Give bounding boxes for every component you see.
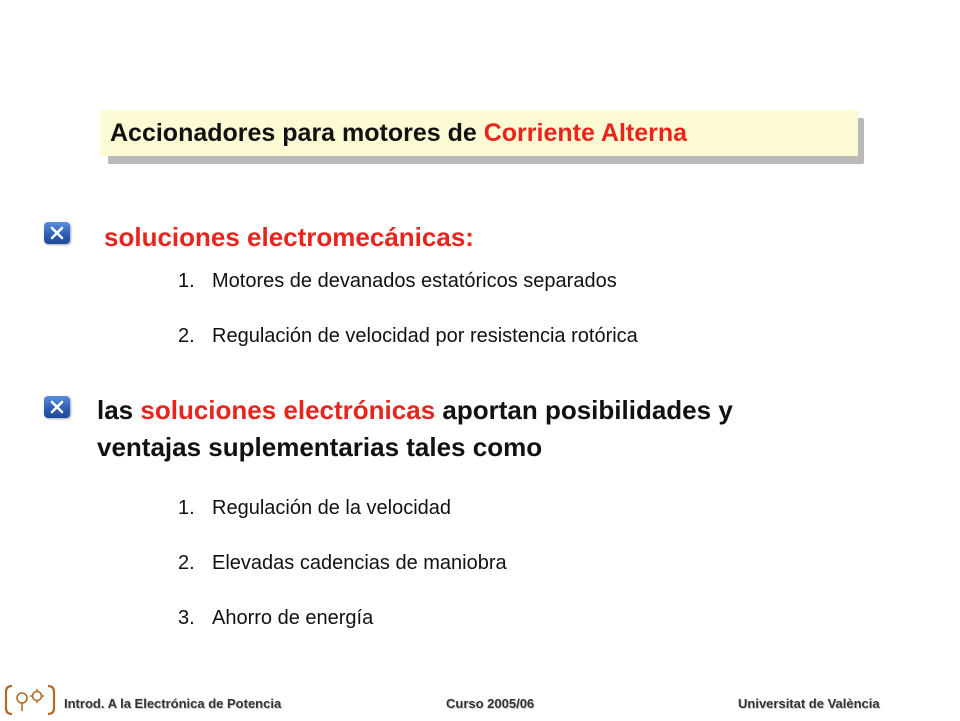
- list-number: 2.: [178, 325, 195, 347]
- section2-heading-line2: ventajas suplementarias tales como: [97, 432, 543, 462]
- list-text: Regulación de velocidad por resistencia rotórica: [212, 325, 638, 347]
- heading-accent: soluciones electrónicas: [140, 395, 436, 425]
- list-text: Motores de devanados estatóricos separados: [212, 270, 617, 292]
- title-prefix: Accionadores para motores de: [110, 118, 484, 147]
- x-bullet-icon: [44, 396, 70, 418]
- slide-title: [110, 119, 687, 148]
- list-number: 2.: [178, 552, 195, 574]
- footer-year: Curso 2005/06: [446, 696, 535, 711]
- list-number: 1.: [178, 497, 195, 519]
- slide-title-box: [100, 110, 858, 156]
- list-item: [178, 270, 617, 293]
- footer-course-name: Introd. A la Electrónica de Potencia: [64, 696, 282, 711]
- list-text: Elevadas cadencias de maniobra: [212, 552, 507, 574]
- section1-heading: soluciones electromecánicas:: [104, 222, 474, 252]
- heading-pre: las: [97, 395, 141, 425]
- list-number: 1.: [178, 270, 195, 292]
- section2-heading-line1: [97, 395, 733, 426]
- list-text: Regulación de la velocidad: [212, 497, 452, 519]
- list-text: Ahorro de energía: [212, 607, 374, 629]
- list-number: 3.: [178, 607, 195, 629]
- title-accent: Corriente Alterna: [483, 118, 688, 147]
- list-item: [178, 552, 507, 575]
- heading-post: aportan posibilidades y: [435, 395, 733, 425]
- list-item: [178, 497, 451, 520]
- university-logo-icon: [4, 684, 56, 721]
- list-item: [178, 325, 638, 348]
- x-bullet-icon: [44, 222, 70, 244]
- list-item: [178, 607, 373, 630]
- footer-institution: Universitat de València: [738, 696, 880, 711]
